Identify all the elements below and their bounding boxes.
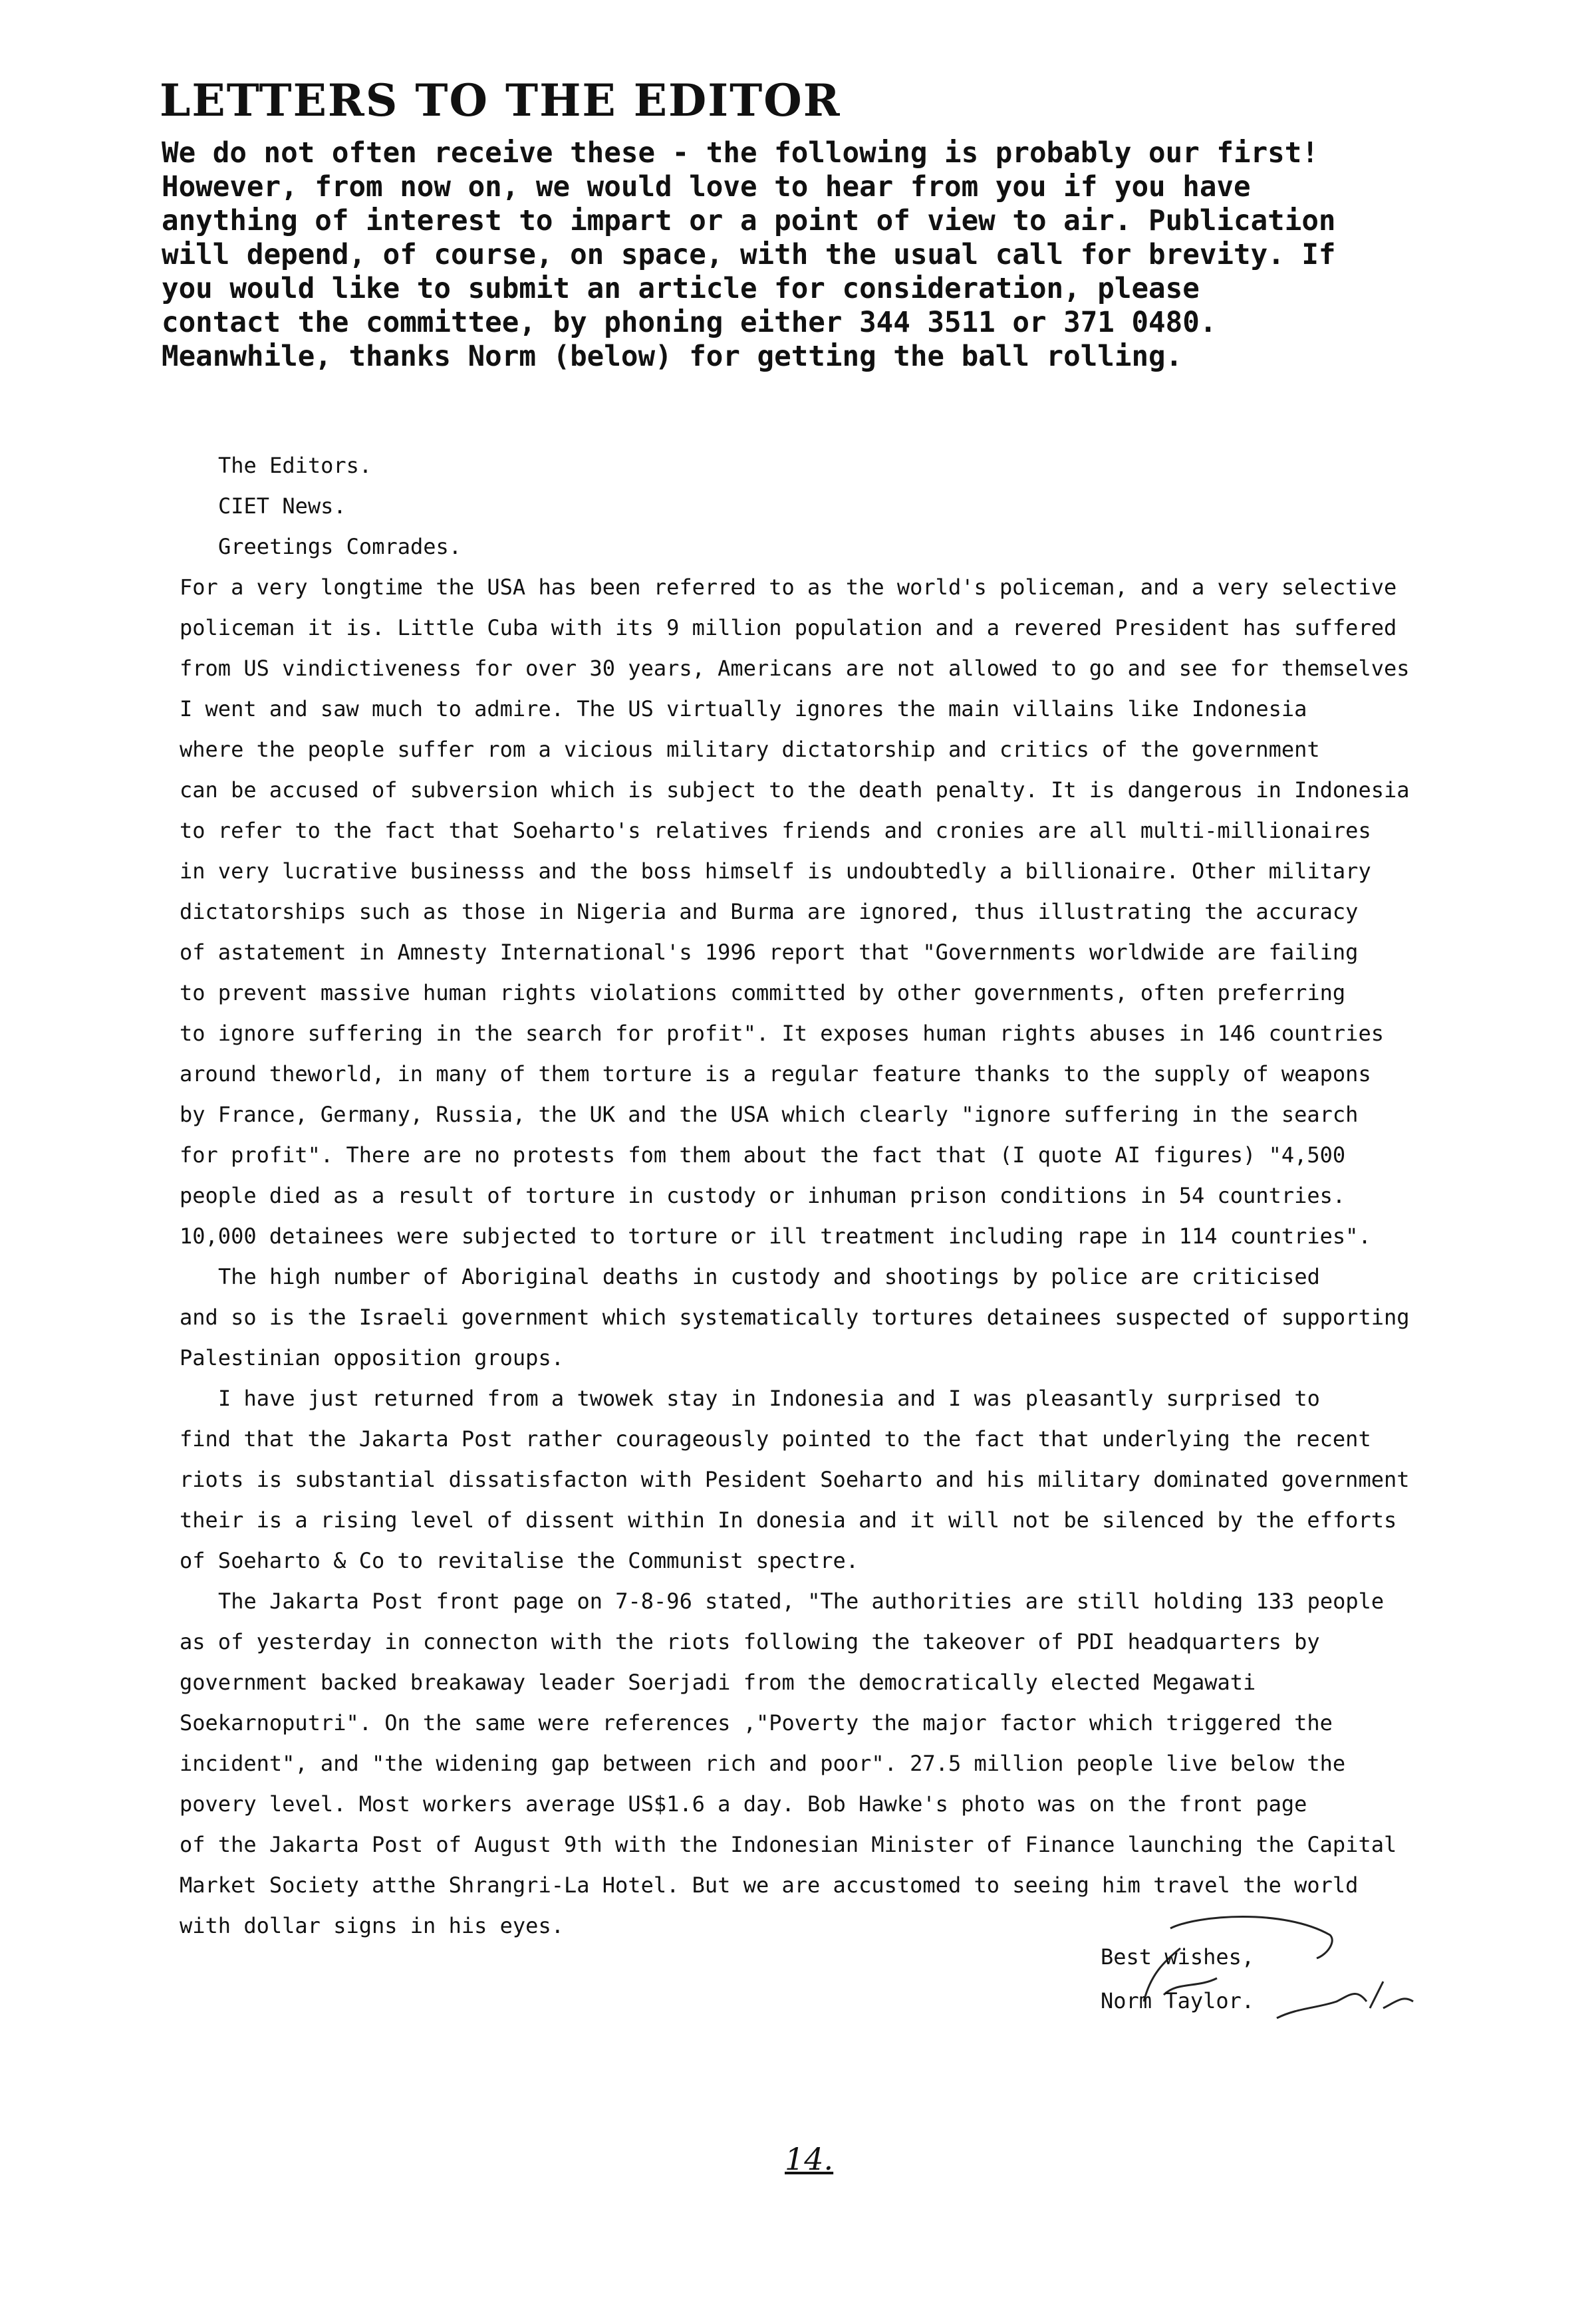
letter-line: of Soeharto & Co to revitalise the Communist spectre.: [180, 1548, 859, 1573]
paragraph-4: [180, 1581, 1463, 1946]
intro-line: Meanwhile, thanks Norm (below) for getting the ball rolling.: [162, 340, 1183, 373]
page-heading: LETTERS TO THE EDITOR: [160, 74, 841, 126]
letter-line: from US vindictiveness for over 30 years, Americans are not allowed to go and see for themselves: [180, 656, 1410, 681]
letter-line: as of yesterday in connecton with the riots following the takeover of PDI headquarters by: [180, 1629, 1320, 1654]
letter-line: riots is substantial dissatisfacton with Pesident Soeharto and his military dominated government: [180, 1467, 1410, 1492]
letter-line: of the Jakarta Post of August 9th with the Indonesian Minister of Finance launching the Capital: [180, 1832, 1397, 1857]
signature-name: Norm Taylor.: [1101, 1988, 1255, 2013]
paragraph-3: [180, 1378, 1463, 1581]
letter-line: povery level. Most workers average US$1.6 a day. Bob Hawke's photo was on the front page: [180, 1791, 1307, 1817]
letter-line: their is a rising level of dissent within In donesia and it will not be silenced by the efforts: [180, 1507, 1397, 1533]
closing-line: Best wishes,: [1101, 1944, 1255, 1970]
letter-line: Market Society atthe Shrangri-La Hotel. But we are accustomed to seeing him travel the world: [180, 1872, 1359, 1898]
letter-line: with dollar signs in his eyes.: [180, 1913, 564, 1938]
letter-line: to prevent massive human rights violations committed by other governments, often preferring: [180, 980, 1346, 1005]
intro-line: will depend, of course, on space, with the usual call for brevity. If: [162, 239, 1336, 271]
salutation-line: Greetings Comrades.: [218, 534, 462, 559]
page-number: 14.: [785, 2141, 834, 2177]
editor-intro: [162, 136, 1492, 374]
intro-line: anything of interest to impart or a point of view to air. Publication: [162, 205, 1336, 237]
letter-line: incident", and "the widening gap between rich and poor". 27.5 million people live below the: [180, 1751, 1346, 1776]
letter-line: I have just returned from a twowek stay in Indonesia and I was pleasantly surprised to: [218, 1386, 1320, 1411]
paragraph-1: [180, 567, 1463, 1257]
salutation-line: The Editors.: [218, 453, 372, 478]
letter-line: dictatorships such as those in Nigeria and Burma are ignored, thus illustrating the accuracy: [180, 899, 1359, 924]
letter-line: The high number of Aboriginal deaths in custody and shootings by police are criticised: [218, 1264, 1320, 1289]
letter-line: policeman it is. Little Cuba with its 9 million population and a revered President has suffered: [180, 615, 1397, 640]
paragraph-2: [180, 1257, 1463, 1378]
letter-line: to ignore suffering in the search for profit". It exposes human rights abuses in 146 countries: [180, 1021, 1384, 1046]
letter-line: by France, Germany, Russia, the UK and the USA which clearly "ignore suffering in the search: [180, 1102, 1359, 1127]
letter-line: people died as a result of torture in custody or inhuman prison conditions in 54 countries.: [180, 1183, 1346, 1208]
letter-line: find that the Jakarta Post rather courageously pointed to the fact that underlying the recent: [180, 1426, 1371, 1452]
letter-line: government backed breakaway leader Soerjadi from the democratically elected Megawati: [180, 1670, 1256, 1695]
signoff: [1101, 1935, 1254, 2023]
intro-line: We do not often receive these - the following is probably our first!: [162, 137, 1319, 170]
letter-line: Soekarnoputri". On the same were references ,"Poverty the major factor which triggered the: [180, 1710, 1333, 1736]
letter-line: The Jakarta Post front page on 7-8-96 stated, "The authorities are still holding 133 people: [218, 1589, 1385, 1614]
letter-body: [180, 446, 1463, 1946]
letter-line: of astatement in Amnesty International's 1996 report that "Governments worldwide are failing: [180, 940, 1359, 965]
letter-line: Palestinian opposition groups.: [180, 1345, 564, 1370]
letter-line: in very lucrative businesss and the boss himself is undoubtedly a billionaire. Other military: [180, 858, 1371, 884]
salutation-line: CIET News.: [218, 493, 346, 519]
intro-line: However, from now on, we would love to hear from you if you have: [162, 171, 1251, 203]
letter-line: 10,000 detainees were subjected to torture or ill treatment including rape in 114 countries".: [180, 1223, 1371, 1249]
letter-line: can be accused of subversion which is subject to the death penalty. It is dangerous in Indonesia: [180, 777, 1410, 803]
letter-line: around theworld, in many of them torture is a regular feature thanks to the supply of weapons: [180, 1061, 1371, 1087]
letter-line: For a very longtime the USA has been referred to as the world's policeman, and a very selective: [180, 575, 1397, 600]
letter-line: and so is the Israeli government which systematically tortures detainees suspected of supporting: [180, 1305, 1410, 1330]
letter-line: I went and saw much to admire. The US virtually ignores the main villains like Indonesia: [180, 696, 1307, 721]
letter-line: for profit". There are no protests fom them about the fact that (I quote AI figures) "4,500: [180, 1142, 1346, 1168]
intro-line: contact the committee, by phoning either 344 3511 or 371 0480.: [162, 307, 1217, 339]
letter-line: where the people suffer rom a vicious military dictatorship and critics of the government: [180, 737, 1320, 762]
intro-line: you would like to submit an article for consideration, please: [162, 273, 1200, 305]
letter-line: to refer to the fact that Soeharto's relatives friends and cronies are all multi-millionaires: [180, 818, 1371, 843]
